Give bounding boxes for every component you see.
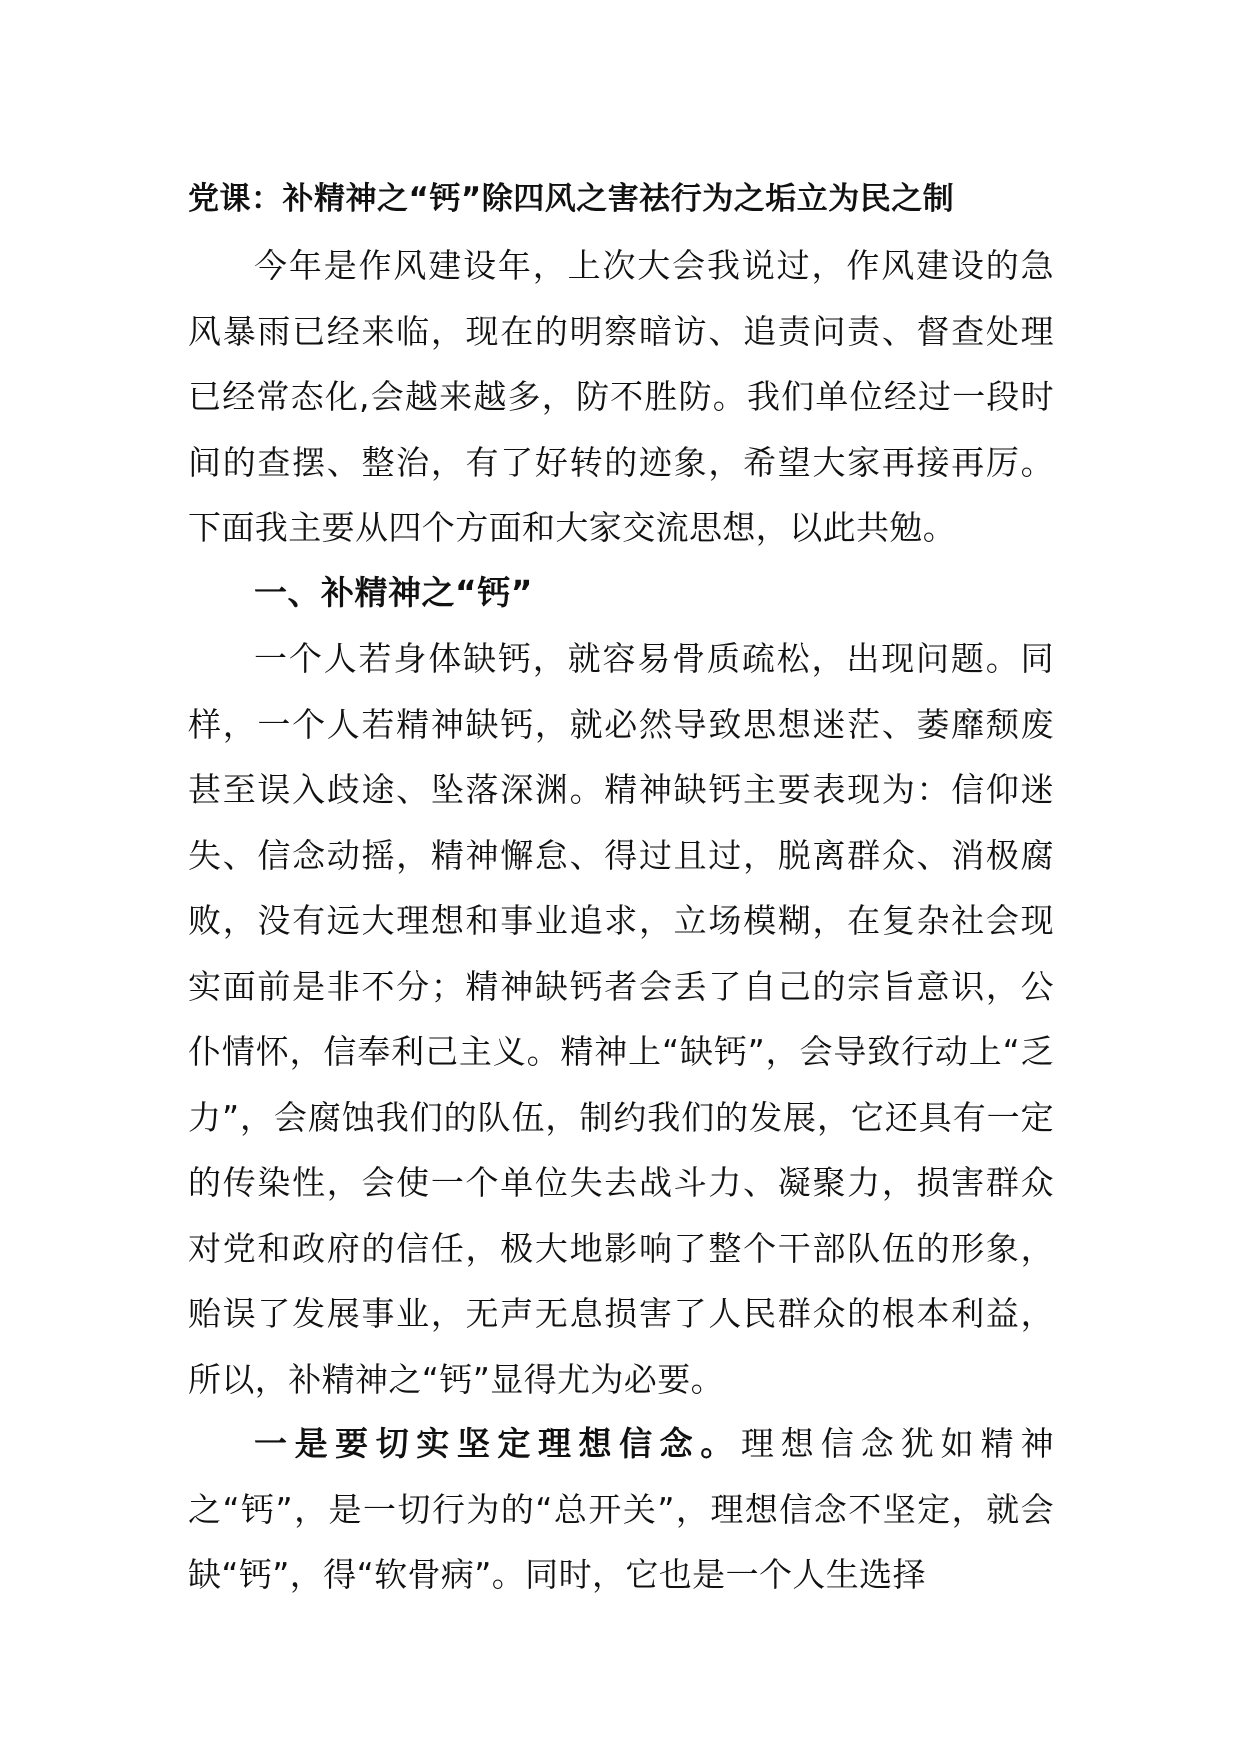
intro-paragraph: 今年是作风建设年，上次大会我说过，作风建设的急风暴雨已经来临，现在的明察暗访、追责问责、督查处理已经常态化,会越来越多，防不胜防。我们单位经过一段时间的查摆、整治，有了好转的迹象，希望大家再接再厉。下面我主要从四个方面和大家交流思想，以此共勉。 [188, 246, 1054, 547]
section-heading: 一、补精神之“钙” [254, 573, 533, 612]
section-paragraph: 一个人若身体缺钙，就容易骨质疏松，出现问题。同样，一个人若精神缺钙，就必然导致思想迷茫、萎靡颓废甚至误入歧途、坠落深渊。精神缺钙主要表现为：信仰迷失、信念动摇，精神懈怠、得过且过，脱离群众、消极腐败，没有远大理想和事业追求，立场模糊，在复杂社会现实面前是非不分；精神缺钙者会丢了自己的宗旨意识，公仆情怀，信奉利己主义。精神上“缺钙”，会导致行动上“乏力”，会腐蚀我们的队伍，制约我们的发展，它还具有一定的传染性，会使一个单位失去战斗力、凝聚力，损害群众对党和政府的信任，极大地影响了整个干部队伍的形象，贻误了发展事业，无声无息损害了人民群众的根本利益，所以，补精神之“钙”显得尤为必要。 [188, 639, 1054, 1399]
point-text: 理想信念犹如精神之“钙”，是一切行为的“总开关”，理想信念不坚定，就会缺“钙”，得“软骨病”。同时，它也是一个人生选择 [188, 1424, 1055, 1594]
point-lead: 一是要切实坚定理想信念。 [254, 1424, 741, 1463]
document-title: 党课：补精神之“钙”除四风之害祛行为之垢立为民之制 [188, 181, 955, 217]
point-paragraph [188, 1411, 1054, 1608]
